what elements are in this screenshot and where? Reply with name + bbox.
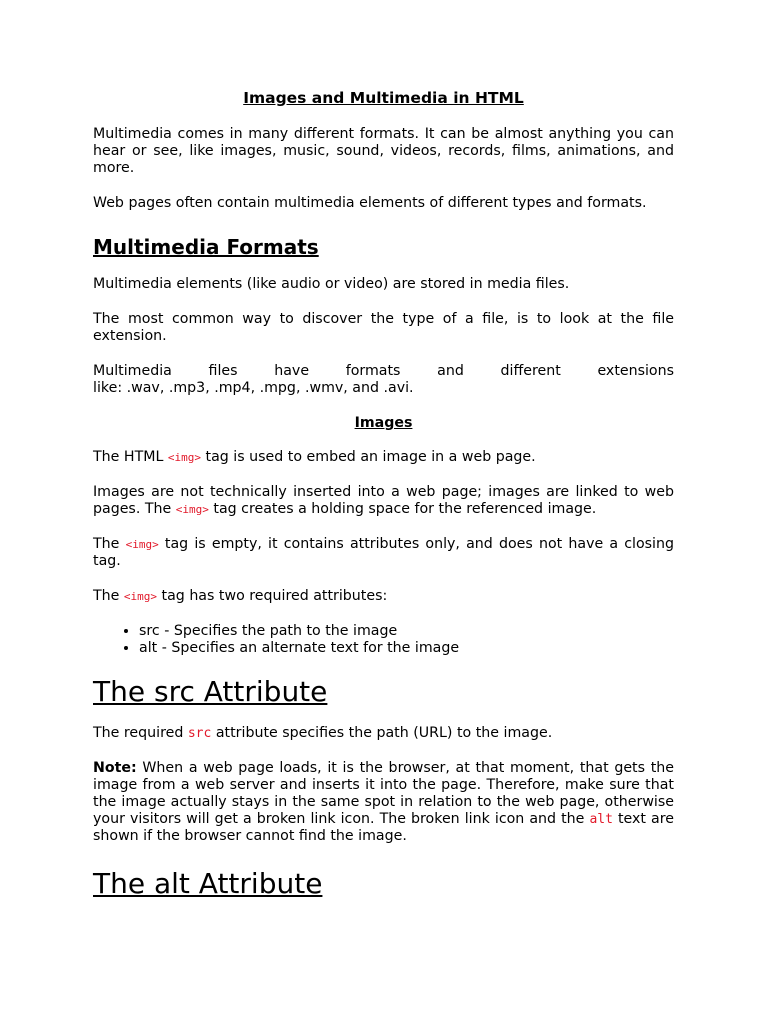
text: tag has two required attributes: (157, 588, 388, 604)
formats-paragraph-1: Multimedia elements (like audio or video) are stored in media files. (93, 276, 570, 292)
images-paragraph-3 (93, 536, 674, 570)
note-label: Note: (93, 760, 137, 776)
text: tag is used to embed an image in a web page. (201, 449, 536, 465)
images-paragraph-1 (93, 449, 674, 466)
text: tag is empty, it contains attributes only, and does not have a closing tag. (93, 536, 674, 569)
text: Images are not technically inserted into a web page; images are linked to web pages. The (93, 484, 674, 517)
list-item: • src - Specifies the path to the image (139, 623, 674, 640)
images-paragraph-4 (93, 588, 674, 605)
text: The HTML (93, 449, 168, 465)
images-paragraph-2 (93, 484, 674, 518)
images-heading: Images (354, 415, 413, 431)
src-code: src (187, 726, 212, 741)
alt-code: alt (589, 812, 613, 827)
img-tag-code: <img> (123, 590, 158, 603)
intro-paragraph-1: Multimedia comes in many different formats. It can be almost anything you can hear or see, like images, music, sound, videos, records, films, animations, and more. (93, 126, 674, 176)
formats-paragraph-3-line-2: like: .wav, .mp3, .mp4, .mpg, .wmv, and .avi. (93, 380, 414, 396)
list-item: • alt - Specifies an alternate text for the image (139, 640, 674, 657)
alt-attribute-heading: The alt Attribute (93, 867, 323, 900)
text: The (93, 588, 124, 604)
text: text are shown if the browser cannot find the image. (93, 811, 674, 844)
multimedia-formats-heading: Multimedia Formats (93, 235, 319, 259)
required-attributes-list (93, 623, 674, 657)
text: The required (93, 725, 188, 741)
formats-paragraph-3 (93, 363, 674, 397)
text: tag creates a holding space for the referenced image. (208, 501, 597, 517)
img-tag-code: <img> (167, 451, 202, 464)
img-tag-code: <img> (175, 503, 209, 516)
formats-paragraph-2: The most common way to discover the type of a file, is to look at the file extension. (93, 311, 674, 344)
src-attribute-heading: The src Attribute (93, 675, 328, 708)
text: The (93, 536, 126, 552)
note-paragraph (93, 760, 674, 845)
text: When a web page loads, it is the browser, at that moment, that gets the image from a web server and inserts it into the page. Therefore, make sure that the image actually stays in the same spot in relation to the web page, otherwise your visitors will get a broken link icon. The broken link icon and the (93, 760, 674, 827)
document-title: Images and Multimedia in HTML (243, 89, 524, 107)
document-content (93, 90, 674, 917)
img-tag-code: <img> (125, 538, 159, 551)
intro-paragraph-2: Web pages often contain multimedia elements of different types and formats. (93, 195, 647, 211)
src-paragraph (93, 725, 674, 742)
text: attribute specifies the path (URL) to the image. (211, 725, 553, 741)
formats-paragraph-3-line-1: Multimedia files have formats and different extensions (93, 363, 674, 379)
